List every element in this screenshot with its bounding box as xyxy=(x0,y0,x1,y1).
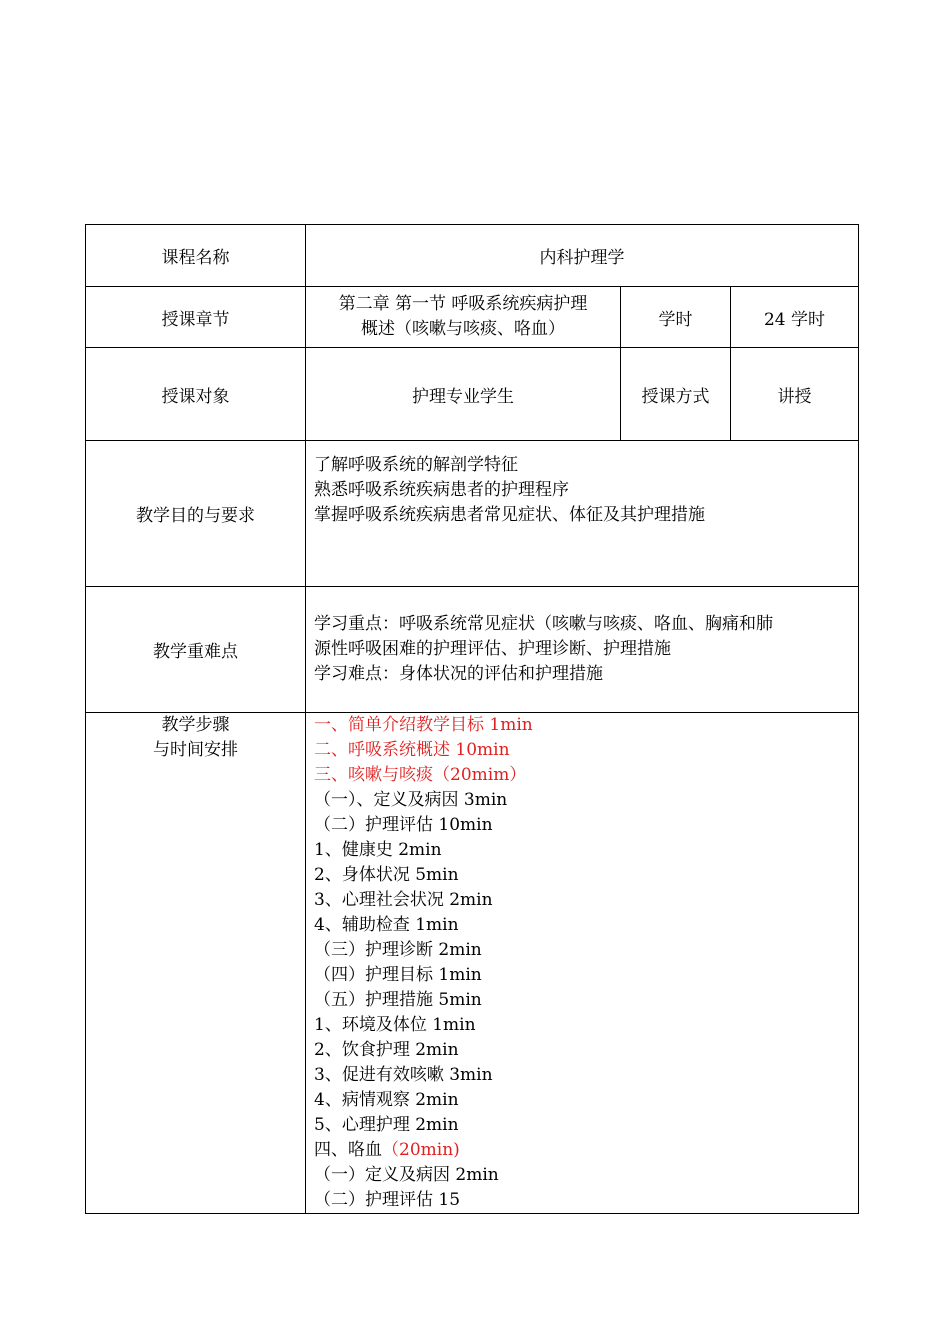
steps-list xyxy=(306,713,859,1214)
step-item: （一）定义及病因 2min xyxy=(314,1165,499,1185)
objective-item: 了解呼吸系统的解剖学特征 xyxy=(314,455,518,475)
keypoints-value xyxy=(306,587,859,713)
step-item-hemoptysis xyxy=(314,1138,850,1163)
course-name-value: 内科护理学 xyxy=(306,225,859,287)
keypoint-line: 学习难点：身体状况的评估和护理措施 xyxy=(314,664,603,684)
keypoints-label: 教学重难点 xyxy=(86,587,306,713)
hours-value: 24 学时 xyxy=(731,287,859,348)
row-keypoints xyxy=(86,587,859,713)
step-item: 2、饮食护理 2min xyxy=(314,1040,459,1060)
step-item: （一）、定义及病因 3min xyxy=(314,790,508,810)
objective-item: 熟悉呼吸系统疾病患者的护理程序 xyxy=(314,480,569,500)
objectives-value xyxy=(306,441,859,587)
steps-label-line-1: 教学步骤 xyxy=(161,715,230,735)
step-item: （五）护理措施 5min xyxy=(314,990,482,1010)
method-value: 讲授 xyxy=(731,348,859,441)
row-objectives xyxy=(86,441,859,587)
chapter-line-1: 第二章 第一节 呼吸系统疾病护理 xyxy=(338,294,588,314)
step-item: 二、呼吸系统概述 10min xyxy=(314,740,510,760)
step-item: （二）护理评估 10min xyxy=(314,815,493,835)
chapter-value xyxy=(306,287,621,348)
method-label: 授课方式 xyxy=(621,348,731,441)
chapter-line-2: 概述（咳嗽与咳痰、咯血） xyxy=(361,319,565,339)
row-steps xyxy=(86,713,859,1214)
audience-label: 授课对象 xyxy=(86,348,306,441)
step-item: （二）护理评估 15 xyxy=(314,1190,461,1210)
steps-label xyxy=(86,713,306,1214)
step-item: 1、健康史 2min xyxy=(314,840,442,860)
audience-value: 护理专业学生 xyxy=(306,348,621,441)
step-item: 3、心理社会状况 2min xyxy=(314,890,493,910)
lesson-plan-table xyxy=(85,224,859,1214)
row-chapter xyxy=(86,287,859,348)
step-hemoptysis-time: （20min) xyxy=(382,1140,460,1160)
keypoint-line: 学习重点：呼吸系统常见症状（咳嗽与咳痰、咯血、胸痛和肺 xyxy=(314,614,773,634)
step-item: （三）护理诊断 2min xyxy=(314,940,482,960)
objectives-label: 教学目的与要求 xyxy=(86,441,306,587)
step-hemoptysis-title: 四、咯血 xyxy=(314,1140,382,1160)
step-item: 2、身体状况 5min xyxy=(314,865,459,885)
step-item: 一、简单介绍教学目标 1min xyxy=(314,715,533,735)
keypoint-line: 源性呼吸困难的护理评估、护理诊断、护理措施 xyxy=(314,639,671,659)
row-course-name xyxy=(86,225,859,287)
step-item: 1、环境及体位 1min xyxy=(314,1015,476,1035)
objective-item: 掌握呼吸系统疾病患者常见症状、体征及其护理措施 xyxy=(314,505,705,525)
hours-label: 学时 xyxy=(621,287,731,348)
step-item: 4、辅助检查 1min xyxy=(314,915,459,935)
step-item: （四）护理目标 1min xyxy=(314,965,482,985)
steps-label-line-2: 与时间安排 xyxy=(153,740,238,760)
chapter-label: 授课章节 xyxy=(86,287,306,348)
course-name-label: 课程名称 xyxy=(86,225,306,287)
step-item: 5、心理护理 2min xyxy=(314,1115,459,1135)
step-item: 4、病情观察 2min xyxy=(314,1090,459,1110)
row-audience xyxy=(86,348,859,441)
step-item: 三、咳嗽与咳痰（20mim） xyxy=(314,765,527,785)
step-item: 3、促进有效咳嗽 3min xyxy=(314,1065,493,1085)
